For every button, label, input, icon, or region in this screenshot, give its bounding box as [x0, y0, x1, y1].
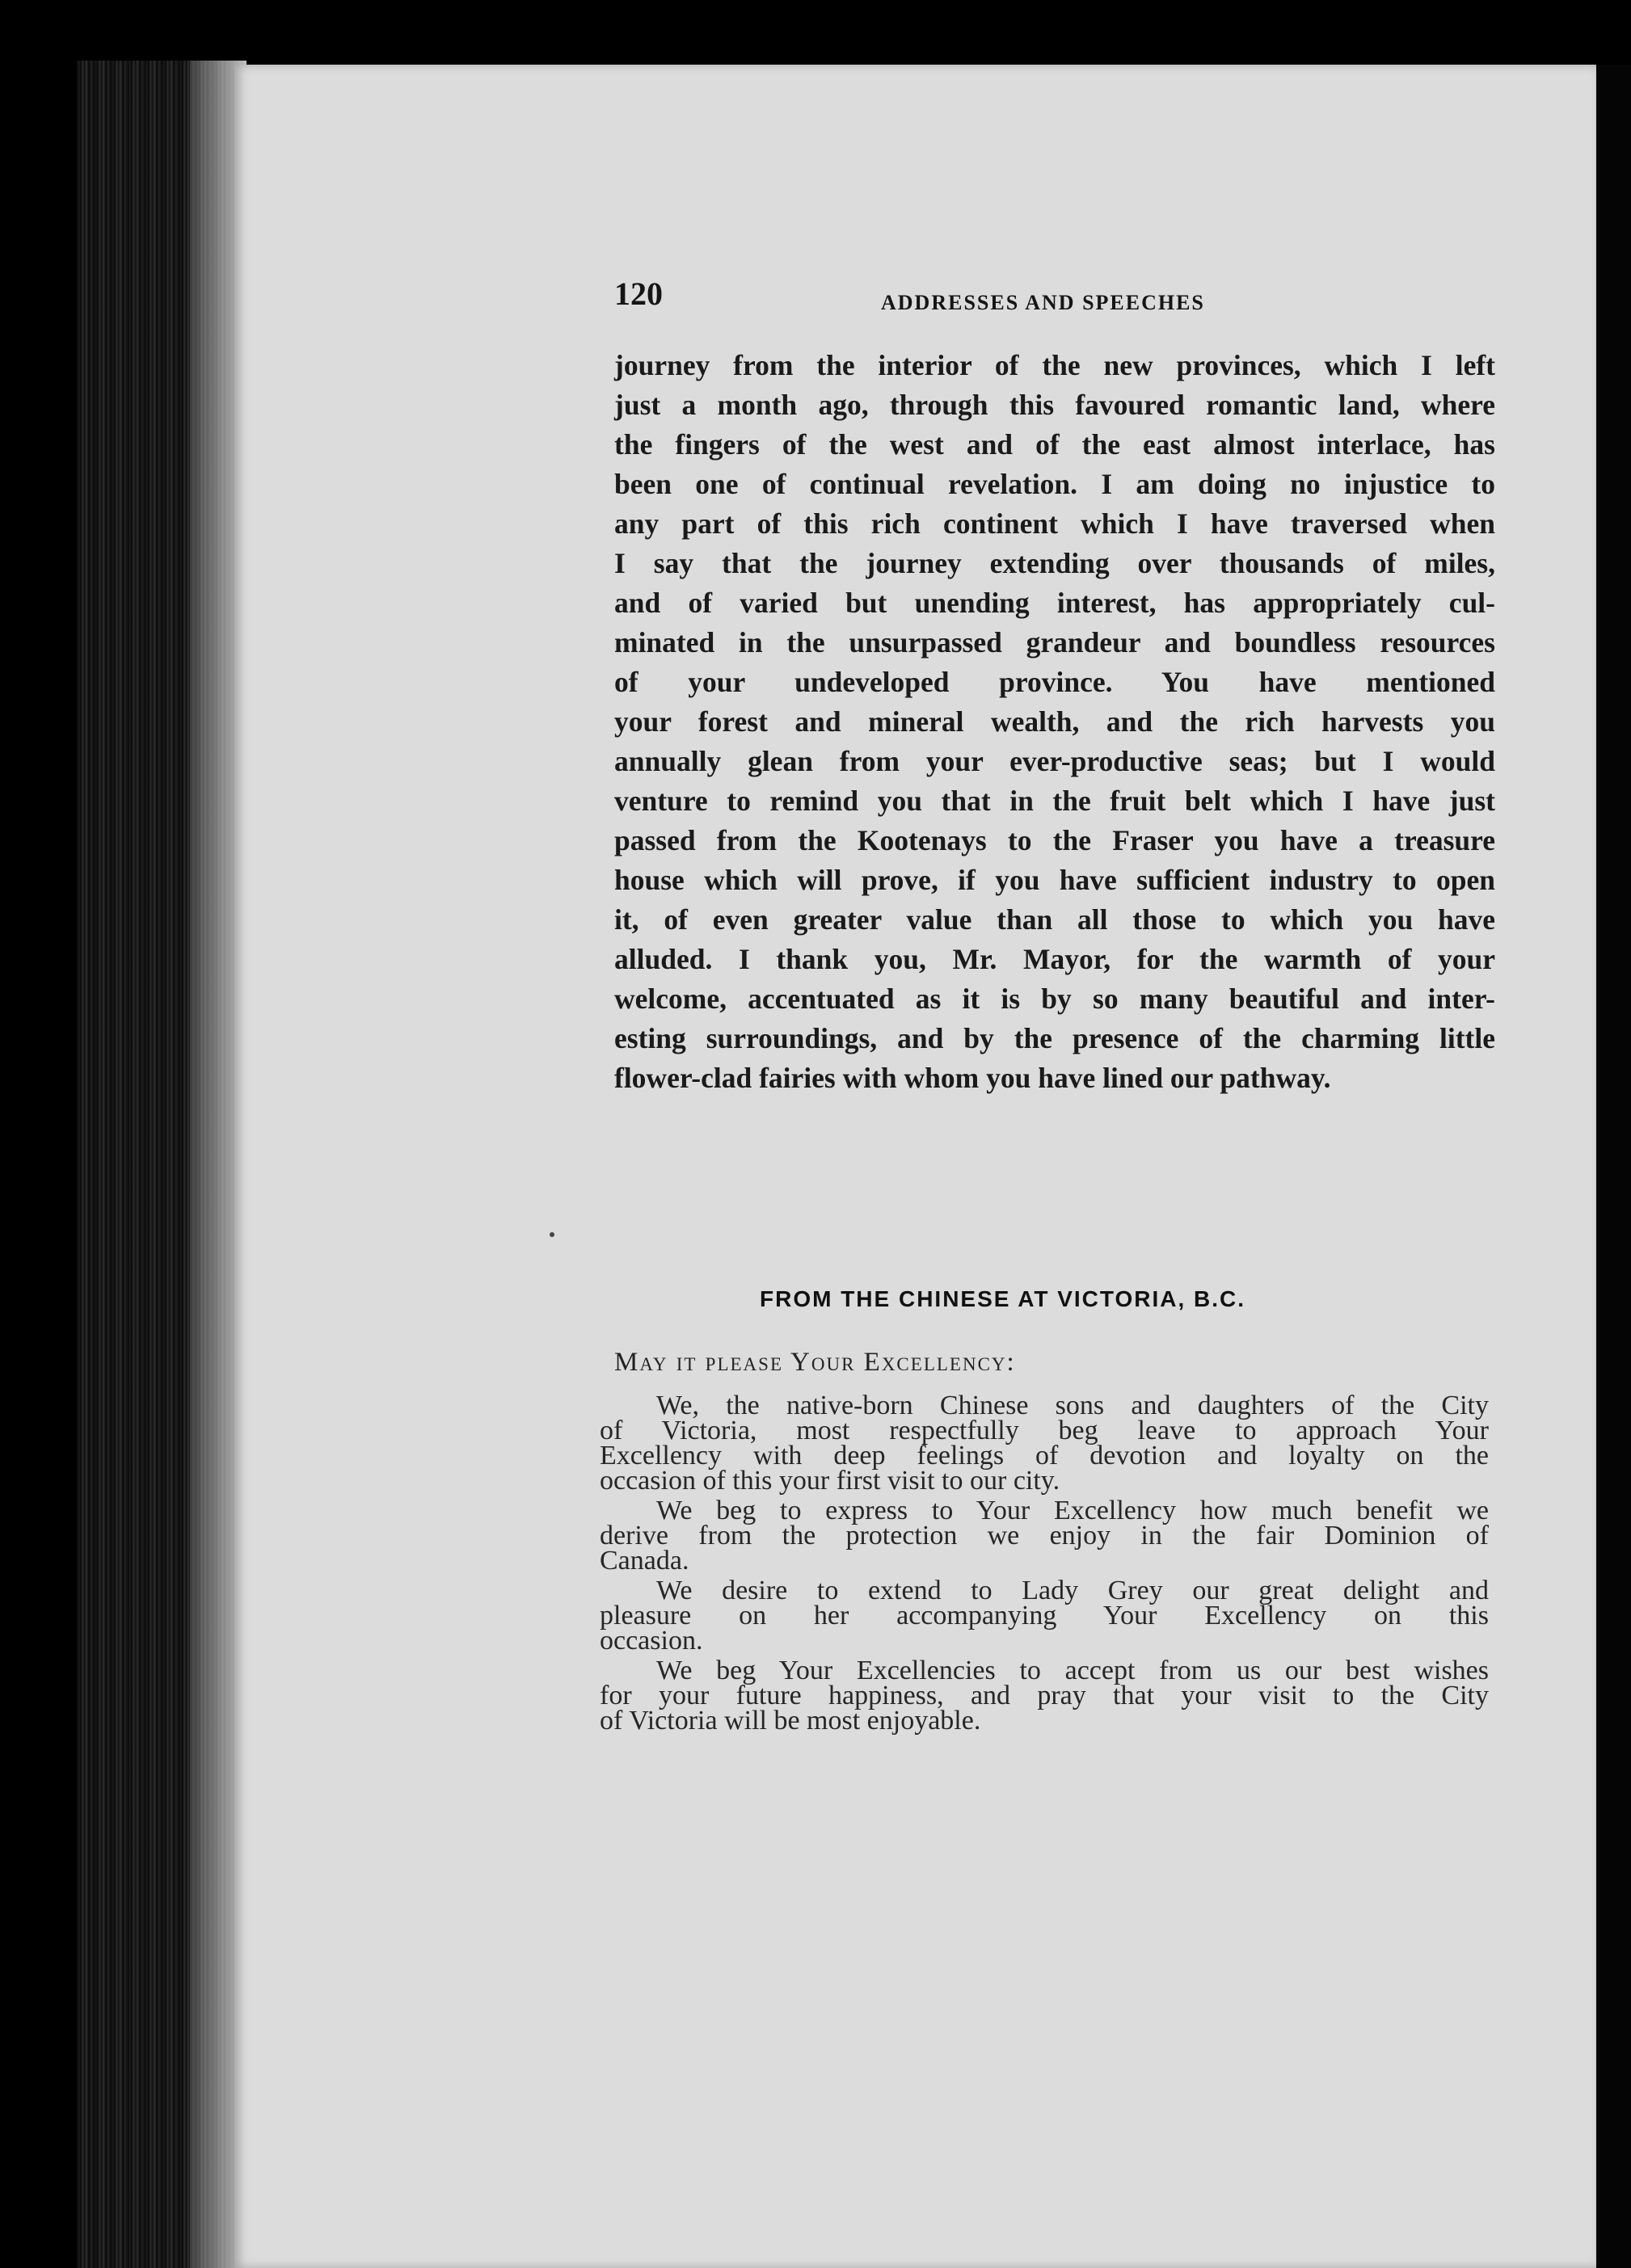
address-text: [600, 1391, 1489, 1739]
text-line: just a month ago, through this favoured romantic land, where: [614, 389, 1495, 421]
text-line: welcome, accentuated as it is by so many beautiful and inter-: [614, 983, 1495, 1015]
text-line: and of varied but unending interest, has appropriately cul-: [614, 587, 1495, 619]
page-number: 120: [614, 276, 663, 312]
text-line: minated in the unsurpassed grandeur and boundless resources: [614, 626, 1495, 659]
book-page-edges: [77, 61, 247, 2268]
text-line: of your undeveloped province. You have mentioned: [614, 666, 1495, 698]
text-line: alluded. I thank you, Mr. Mayor, for the warmth of your: [614, 943, 1495, 975]
text-line: any part of this rich continent which I have traversed when: [614, 507, 1495, 540]
text-line: it, of even greater value than all those to which you have: [614, 903, 1495, 936]
address-paragraph: [600, 1496, 1489, 1576]
address-paragraph: [600, 1656, 1489, 1736]
text-line: the fingers of the west and of the east almost interlace, has: [614, 428, 1495, 461]
text-line: flower-clad fairies with whom you have lined our pathway.: [614, 1062, 1331, 1094]
text-line: venture to remind you that in the fruit belt which I have just: [614, 785, 1495, 817]
text-line: annually glean from your ever-productive seas; but I would: [614, 745, 1495, 777]
text-line: your forest and mineral wealth, and the rich harvests you: [614, 705, 1495, 738]
address-paragraph: [600, 1391, 1489, 1496]
salutation: May it please Your Excellency:: [614, 1348, 1016, 1377]
reply-text: [614, 346, 1495, 1098]
scan-border: [1596, 65, 1631, 2268]
text-line: occasion.: [600, 1626, 703, 1656]
text-line: We beg Your Excellencies to accept from us our best wishes: [656, 1656, 1489, 1685]
page-header: [614, 275, 1495, 323]
text-line: occasion of this your first visit to our city.: [600, 1466, 1060, 1496]
text-line: house which will prove, if you have sufficient industry to open: [614, 864, 1495, 896]
section-title: FROM THE CHINESE AT VICTORIA, B.C.: [760, 1286, 1246, 1311]
text-line: Excellency with deep feelings of devotion and loyalty on the: [600, 1441, 1489, 1471]
address-paragraph: [600, 1576, 1489, 1656]
text-line: journey from the interior of the new provinces, which I left: [614, 349, 1495, 381]
scan-speck: [550, 1232, 554, 1237]
text-line: derive from the protection we enjoy in the fair Dominion of: [600, 1521, 1489, 1551]
text-line: esting surroundings, and by the presence of the charming little: [614, 1022, 1495, 1054]
text-line: been one of continual revelation. I am doing no injustice to: [614, 468, 1495, 500]
text-line: of Victoria, most respectfully beg leave to approach Your: [600, 1416, 1489, 1445]
text-line: We beg to express to Your Excellency how much benefit we: [656, 1496, 1489, 1525]
running-head: ADDRESSES AND SPEECHES: [881, 291, 1205, 314]
text-line: for your future happiness, and pray that your visit to the City: [600, 1681, 1489, 1710]
text-line: pleasure on her accompanying Your Excellency on this: [600, 1601, 1489, 1631]
text-line: We, the native-born Chinese sons and daughters of the City: [656, 1391, 1489, 1420]
text-line: Canada.: [600, 1546, 689, 1576]
text-line: passed from the Kootenays to the Fraser you have a treasure: [614, 824, 1495, 856]
text-line: We desire to extend to Lady Grey our great delight and: [656, 1576, 1489, 1605]
text-line: I say that the journey extending over thousands of miles,: [614, 547, 1495, 579]
text-line: of Victoria will be most enjoyable.: [600, 1706, 981, 1736]
